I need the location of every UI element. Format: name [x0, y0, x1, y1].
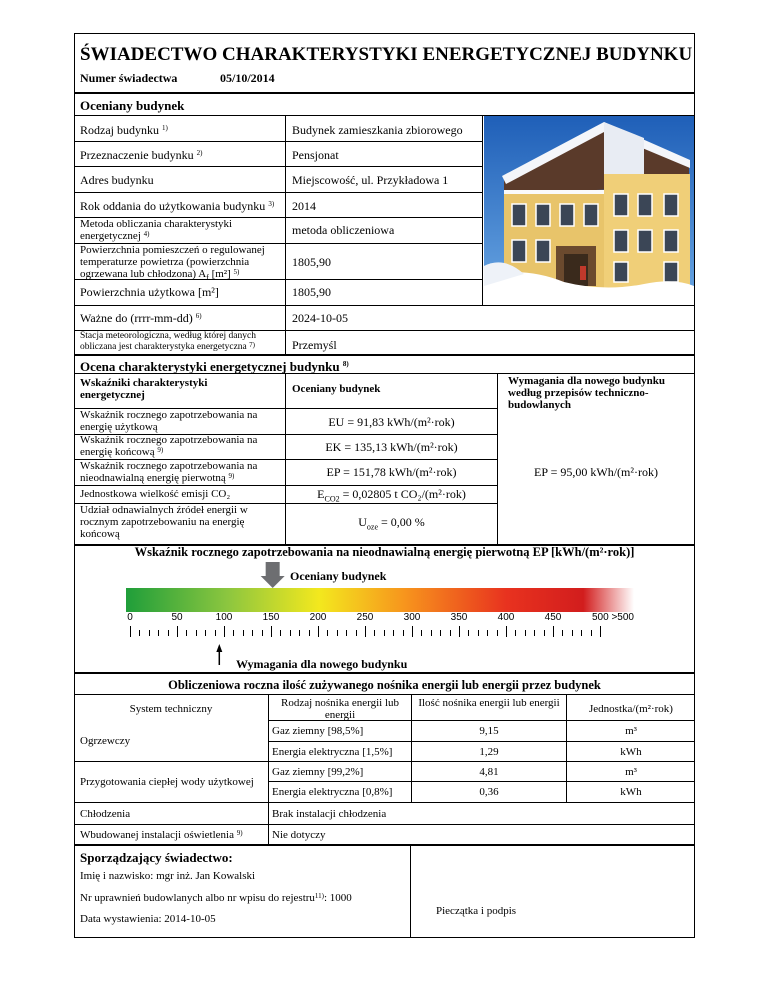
co2-label: Jednostkowa wielkość emisji CO₂	[80, 488, 231, 500]
scale-minor-tick	[544, 630, 545, 636]
scale-minor-tick	[309, 630, 310, 636]
scale-tick-label: 200	[309, 612, 327, 623]
scale-minor-tick	[186, 630, 187, 636]
col-requirements-header: Wymagania dla nowego budynku według przepisów techniczno-budowlanych	[508, 375, 666, 411]
row-year-label: Rok oddania do użytkowania budynku $^{3)}$	[80, 199, 275, 213]
scale-minor-tick	[497, 630, 498, 636]
cert-number-label: Numer świadectwa	[80, 71, 178, 85]
scale-tick-label: 350	[450, 612, 468, 623]
row-valid-value: 2024-10-05	[292, 311, 348, 325]
scale-tick-mark	[271, 626, 272, 637]
scale-tick-mark	[177, 626, 178, 637]
eu-label: Wskaźnik rocznego zapotrzebowania na energię użytkową	[80, 409, 258, 433]
row-method-label: Metoda obliczania charakterystyki energetycznej $^{4)}$	[80, 218, 233, 242]
scale-tick-label: 0	[127, 612, 133, 623]
system-dhw: Przygotowania ciepłej wody użytkowej	[80, 776, 254, 788]
lighting-label: Wbudowanej instalacji oświetlenia $^{9)}$	[80, 829, 243, 841]
scale-minor-tick	[487, 630, 488, 636]
scale-tick-mark	[506, 626, 507, 637]
scale-minor-tick	[562, 630, 563, 636]
row2-unit: kWh	[620, 746, 642, 758]
row1-amount: 9,15	[479, 725, 499, 737]
scale-tick-mark	[412, 626, 413, 637]
scale-minor-tick	[262, 630, 263, 636]
row-purpose-label: Przeznaczenie budynku $^{2)}$	[80, 148, 203, 162]
scale-tick-mark	[459, 626, 460, 637]
row-area-label: Powierzchnia pomieszczeń o regulowanej temperaturze powietrza (powierzchnia ogrzewana lub chłodzona) $A_f$ [m²] $^{5)}$	[80, 244, 265, 283]
row-station-label: Stacja meteorologiczna, według której danych obliczana jest charakterystyka energetyczna $^{7)}$	[80, 331, 256, 352]
scale-tick-mark	[318, 626, 319, 637]
scale-minor-tick	[215, 630, 216, 636]
scale-tick-label: 50	[171, 612, 183, 623]
scale-minor-tick	[572, 630, 573, 636]
header-carrier: Rodzaj nośnika energii lub energii	[280, 697, 400, 721]
scale-minor-tick	[327, 630, 328, 636]
scale-building-label: Oceniany budynek	[290, 569, 387, 583]
row-building-type-label: Rodzaj budynku $^{1)}$	[80, 123, 168, 137]
scale-minor-tick	[515, 630, 516, 636]
scale-title: Wskaźnik rocznego zapotrzebowania na nieodnawialną energię pierwotną EP [kWh/(m²·rok)]	[134, 545, 635, 559]
author-license: Nr uprawnień budowlanych albo nr wpisu do rejestru$^{11)}$: 1000	[80, 892, 352, 904]
header-system: System techniczny	[129, 703, 213, 715]
building-value-arrow	[261, 562, 285, 588]
header-unit: Jednostka/(m²·rok)	[589, 703, 673, 715]
row3-unit: m³	[625, 766, 637, 778]
scale-minor-tick	[393, 630, 394, 636]
row-usable-area-value: 1805,90	[292, 285, 331, 299]
ep-requirement-value: EP = 95,00 kWh/(m²·rok)	[534, 465, 658, 479]
scale-minor-tick	[478, 630, 479, 636]
co2-value: $E_{CO2} = 0,02805$ t CO₂/(m²·rok)	[317, 487, 466, 504]
scale-tick-label: 400	[497, 612, 515, 623]
scale-minor-tick	[591, 630, 592, 636]
row4-carrier: Energia elektryczna [0,8%]	[272, 786, 393, 798]
oze-label: Udział odnawialnych źródeł energii w rocznym zapotrzebowaniu na energię końcową	[80, 504, 248, 540]
row-address-label: Adres budynku	[80, 173, 154, 187]
col-building-header: Oceniany budynek	[292, 383, 381, 395]
row-purpose-value: Pensjonat	[292, 148, 339, 162]
scale-tick-mark	[130, 626, 131, 637]
scale-minor-tick	[374, 630, 375, 636]
ep-value: EP = 151,78 kWh/(m²·rok)	[326, 465, 457, 479]
scale-minor-tick	[534, 630, 535, 636]
building-section-title: Oceniany budynek	[80, 98, 185, 113]
scale-minor-tick	[346, 630, 347, 636]
row1-unit: m³	[625, 725, 637, 737]
scale-minor-tick	[149, 630, 150, 636]
row-usable-area-label: Powierzchnia użytkowa [m²]	[80, 285, 219, 299]
scale-tick-label: 150	[262, 612, 280, 623]
document-title: ŚWIADECTWO CHARAKTERYSTYKI ENERGETYCZNEJ BUDYNKU	[80, 44, 693, 65]
scale-minor-tick	[158, 630, 159, 636]
cooling-label: Chłodzenia	[80, 808, 131, 820]
row4-amount: 0,36	[479, 786, 499, 798]
col-indicators-header: Wskaźniki charakterystyki energetycznej	[80, 377, 208, 401]
ek-label: Wskaźnik rocznego zapotrzebowania na energię końcową $^{9)}$	[80, 434, 258, 458]
scale-minor-tick	[252, 630, 253, 636]
scale-minor-tick	[403, 630, 404, 636]
scale-tick-label: 500 >500	[592, 612, 634, 623]
cert-number: 05/10/2014	[220, 71, 275, 85]
row4-unit: kWh	[620, 786, 642, 798]
scale-minor-tick	[468, 630, 469, 636]
scale-tick-mark	[365, 626, 366, 637]
scale-minor-tick	[440, 630, 441, 636]
ek-value: EK = 135,13 kWh/(m²·rok)	[325, 440, 458, 454]
scale-tick-mark	[600, 626, 601, 637]
scale-minor-tick	[337, 630, 338, 636]
row-station-value: Przemyśl	[292, 338, 337, 352]
row-area-value: 1805,90	[292, 255, 331, 269]
scale-tick-mark	[553, 626, 554, 637]
scale-minor-tick	[196, 630, 197, 636]
rating-section-title: Ocena charakterystyki energetycznej budynku $^{8)}$	[80, 359, 349, 374]
scale-minor-tick	[581, 630, 582, 636]
ep-label: Wskaźnik rocznego zapotrzebowania na nieodnawialną energię pierwotną $^{9)}$	[80, 460, 258, 484]
scale-minor-tick	[205, 630, 206, 636]
ep-gradient-bar	[126, 588, 634, 612]
scale-minor-tick	[431, 630, 432, 636]
row-building-type-value: Budynek zamieszkania zbiorowego	[292, 123, 463, 137]
scale-minor-tick	[290, 630, 291, 636]
scale-minor-tick	[139, 630, 140, 636]
row2-carrier: Energia elektryczna [1,5%]	[272, 746, 393, 758]
scale-minor-tick	[243, 630, 244, 636]
row-valid-label: Ważne do (rrrr-mm-dd) $^{6)}$	[80, 311, 202, 325]
author-title: Sporządzający świadectwo:	[80, 850, 233, 865]
scale-minor-tick	[168, 630, 169, 636]
scale-minor-tick	[299, 630, 300, 636]
scale-minor-tick	[384, 630, 385, 636]
oze-value: $U_{oze} = 0,00$ %	[358, 515, 425, 532]
scale-minor-tick	[450, 630, 451, 636]
scale-tick-label: 300	[403, 612, 421, 623]
cooling-value: Brak instalacji chłodzenia	[272, 808, 387, 820]
author-date: Data wystawienia: 2014-10-05	[80, 913, 216, 925]
row-address-value: Miejscowość, ul. Przykładowa 1	[292, 173, 449, 187]
header-amount: Ilość nośnika energii lub energii	[418, 697, 560, 709]
row3-carrier: Gaz ziemny [99,2%]	[272, 766, 364, 778]
row3-amount: 4,81	[479, 766, 499, 778]
requirement-value-arrow	[216, 644, 222, 665]
row-method-value: metoda obliczeniowa	[292, 223, 395, 237]
scale-minor-tick	[233, 630, 234, 636]
row1-carrier: Gaz ziemny [98,5%]	[272, 725, 364, 737]
system-heating: Ogrzewczy	[80, 735, 131, 747]
scale-requirement-label: Wymagania dla nowego budynku	[236, 657, 408, 671]
author-name: Imię i nazwisko: mgr inż. Jan Kowalski	[80, 870, 256, 882]
scale-tick-label: 250	[356, 612, 374, 623]
consumption-title: Obliczeniowa roczna ilość zużywanego nośnika energii lub energii przez budynek	[168, 678, 601, 692]
row2-amount: 1,29	[479, 746, 499, 758]
lighting-value: Nie dotyczy	[272, 829, 326, 841]
scale-minor-tick	[421, 630, 422, 636]
row-year-value: 2014	[292, 199, 316, 213]
scale-minor-tick	[280, 630, 281, 636]
scale-minor-tick	[525, 630, 526, 636]
scale-tick-mark	[224, 626, 225, 637]
stamp-signature: Pieczątka i podpis	[436, 905, 517, 917]
scale-tick-label: 100	[215, 612, 233, 623]
eu-value: EU = 91,83 kWh/(m²·rok)	[328, 415, 455, 429]
scale-minor-tick	[356, 630, 357, 636]
scale-tick-label: 450	[544, 612, 562, 623]
